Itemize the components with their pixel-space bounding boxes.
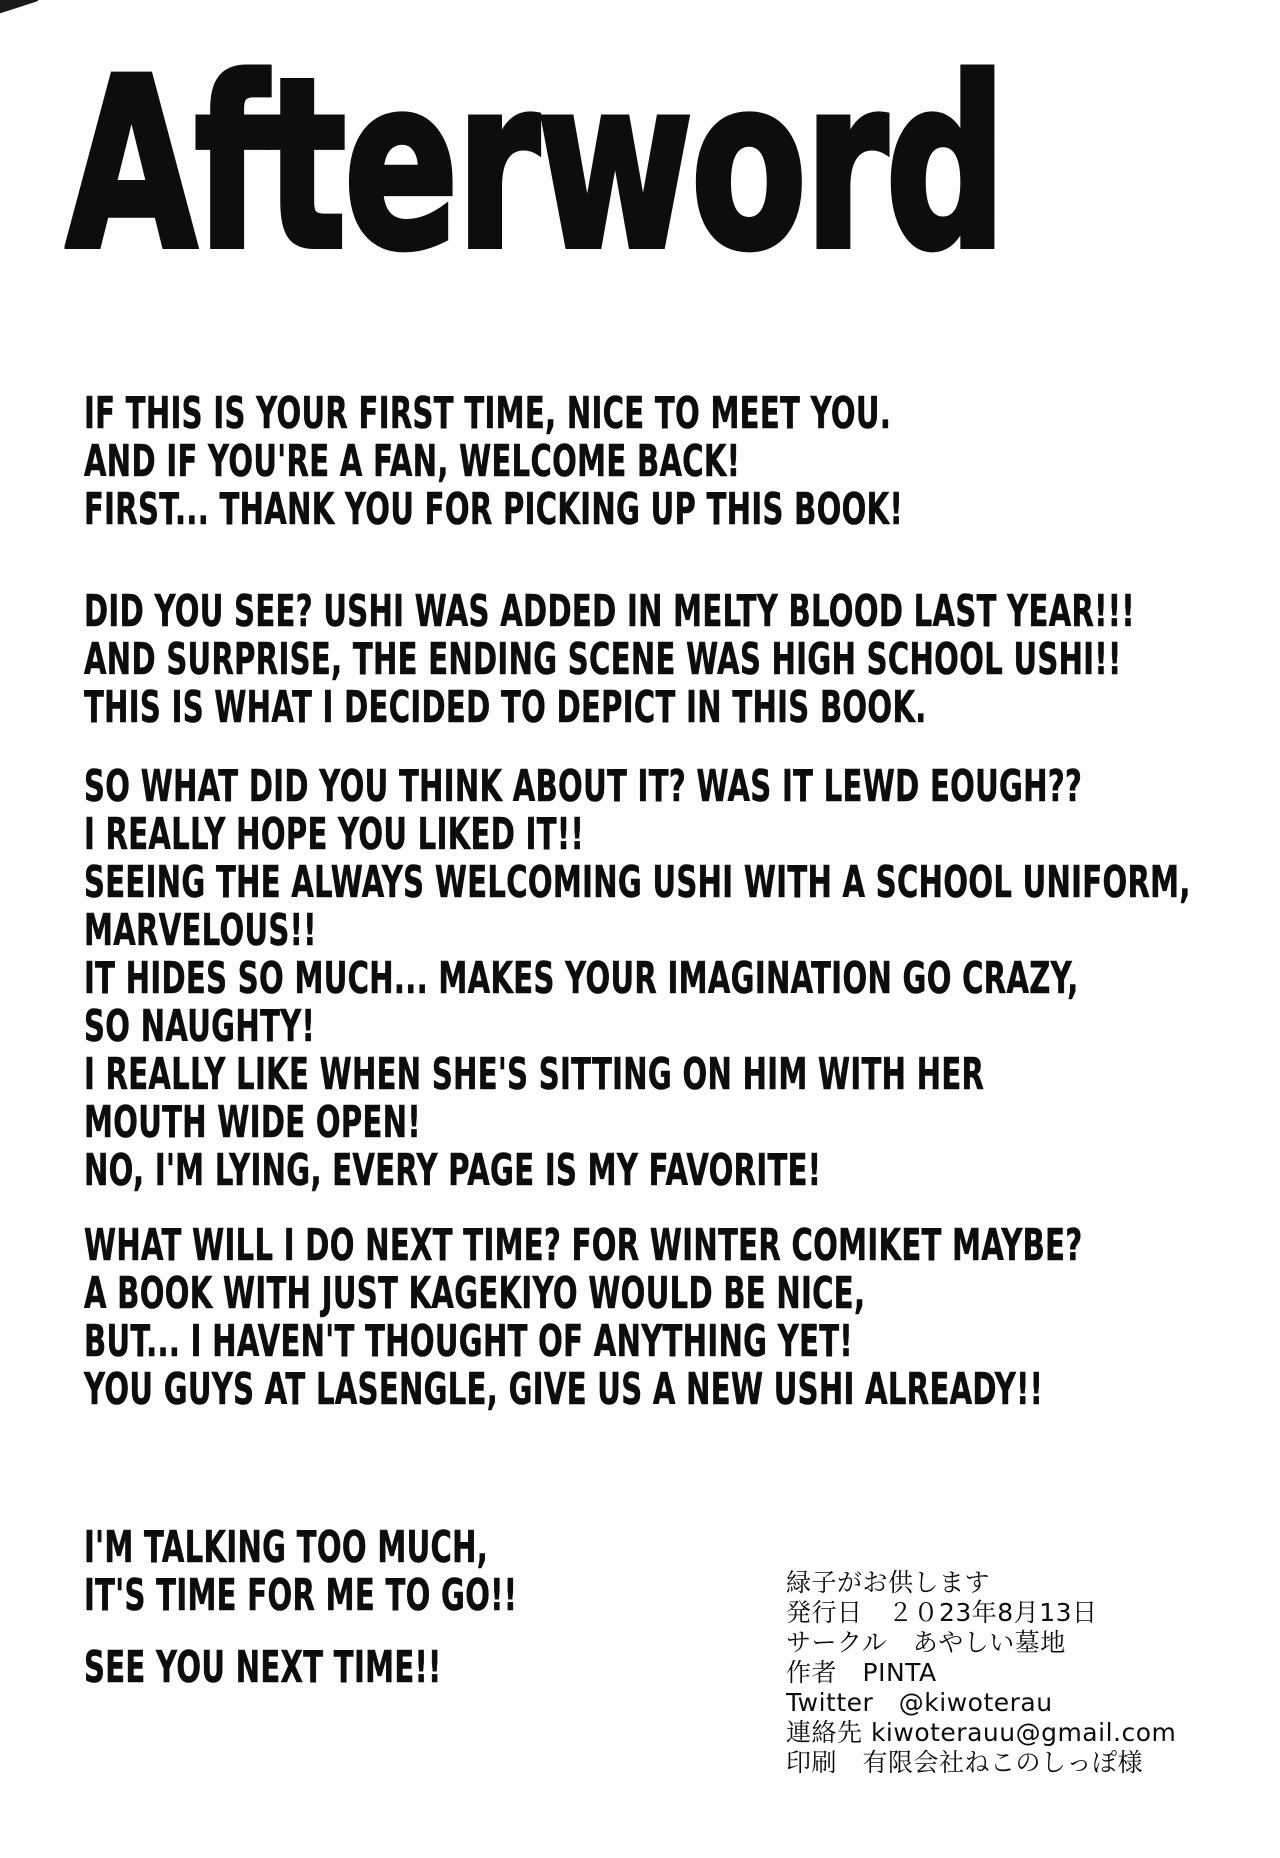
afterword-line: WHAT WILL I DO NEXT TIME? FOR WINTER COMIKET MAYBE? xyxy=(84,1220,1083,1271)
afterword-line: FIRST... THANK YOU FOR PICKING UP THIS BOOK! xyxy=(84,484,904,535)
afterword-line: SO NAUGHTY! xyxy=(84,1001,316,1052)
afterword-line: IF THIS IS YOUR FIRST TIME, NICE TO MEET YOU. xyxy=(84,388,892,439)
afterword-line: SEEING THE ALWAYS WELCOMING USHI WITH A SCHOOL UNIFORM, xyxy=(84,857,1191,908)
paragraph-melty-blood xyxy=(84,588,1135,732)
colophon-block xyxy=(786,1568,1176,1778)
paragraph-farewell xyxy=(84,1644,442,1692)
scan-artifact xyxy=(0,0,40,17)
afterword-line: DID YOU SEE? USHI WAS ADDED IN MELTY BLOOD LAST YEAR!!! xyxy=(84,586,1135,637)
afterword-line: I REALLY HOPE YOU LIKED IT!! xyxy=(84,809,585,860)
afterword-line: IT'S TIME FOR ME TO GO!! xyxy=(84,1570,518,1621)
colophon-book-title: 緑子がお供します xyxy=(786,1568,991,1597)
afterword-line: AND SURPRISE, THE ENDING SCENE WAS HIGH SCHOOL USHI!! xyxy=(84,634,1122,685)
colophon-contact-email: 連絡先 kiwoterauu@gmail.com xyxy=(786,1718,1177,1747)
afterword-line: A BOOK WITH JUST KAGEKIYO WOULD BE NICE, xyxy=(84,1268,866,1319)
afterword-line: I'M TALKING TOO MUCH, xyxy=(84,1522,489,1573)
paragraph-greeting xyxy=(84,390,903,534)
afterword-line: BUT... I HAVEN'T THOUGHT OF ANYTHING YET! xyxy=(84,1316,853,1367)
afterword-line: YOU GUYS AT LASENGLE, GIVE US A NEW USHI ALREADY!! xyxy=(84,1364,1044,1415)
afterword-line: SO WHAT DID YOU THINK ABOUT IT? WAS IT LEWD EOUGH?? xyxy=(84,761,1083,812)
afterword-line: MOUTH WIDE OPEN! xyxy=(84,1097,421,1148)
afterword-line: I REALLY LIKE WHEN SHE'S SITTING ON HIM WITH HER xyxy=(84,1049,985,1100)
colophon-printer: 印刷 有限会社ねこのしっぽ様 xyxy=(786,1748,1144,1777)
afterword-line: MARVELOUS!! xyxy=(84,905,317,956)
page-title: Afterword xyxy=(66,29,1004,302)
afterword-line: AND IF YOU'RE A FAN, WELCOME BACK! xyxy=(84,436,741,487)
paragraph-thoughts xyxy=(84,763,1191,1195)
paragraph-next-time xyxy=(84,1222,1082,1414)
colophon-author: 作者 PINTA xyxy=(786,1658,937,1687)
colophon-publish-date: 発行日 ２０23年8月13日 xyxy=(786,1598,1098,1627)
colophon-circle: サークル あやしい墓地 xyxy=(786,1628,1066,1657)
afterword-line: THIS IS WHAT I DECIDED TO DEPICT IN THIS BOOK. xyxy=(84,682,927,733)
afterword-line: SEE YOU NEXT TIME!! xyxy=(84,1642,442,1693)
colophon-twitter: Twitter @kiwoterau xyxy=(786,1688,1053,1717)
paragraph-closing xyxy=(84,1524,517,1620)
afterword-line: NO, I'M LYING, EVERY PAGE IS MY FAVORITE! xyxy=(84,1145,822,1196)
afterword-line: IT HIDES SO MUCH... MAKES YOUR IMAGINATION GO CRAZY, xyxy=(84,953,1079,1004)
